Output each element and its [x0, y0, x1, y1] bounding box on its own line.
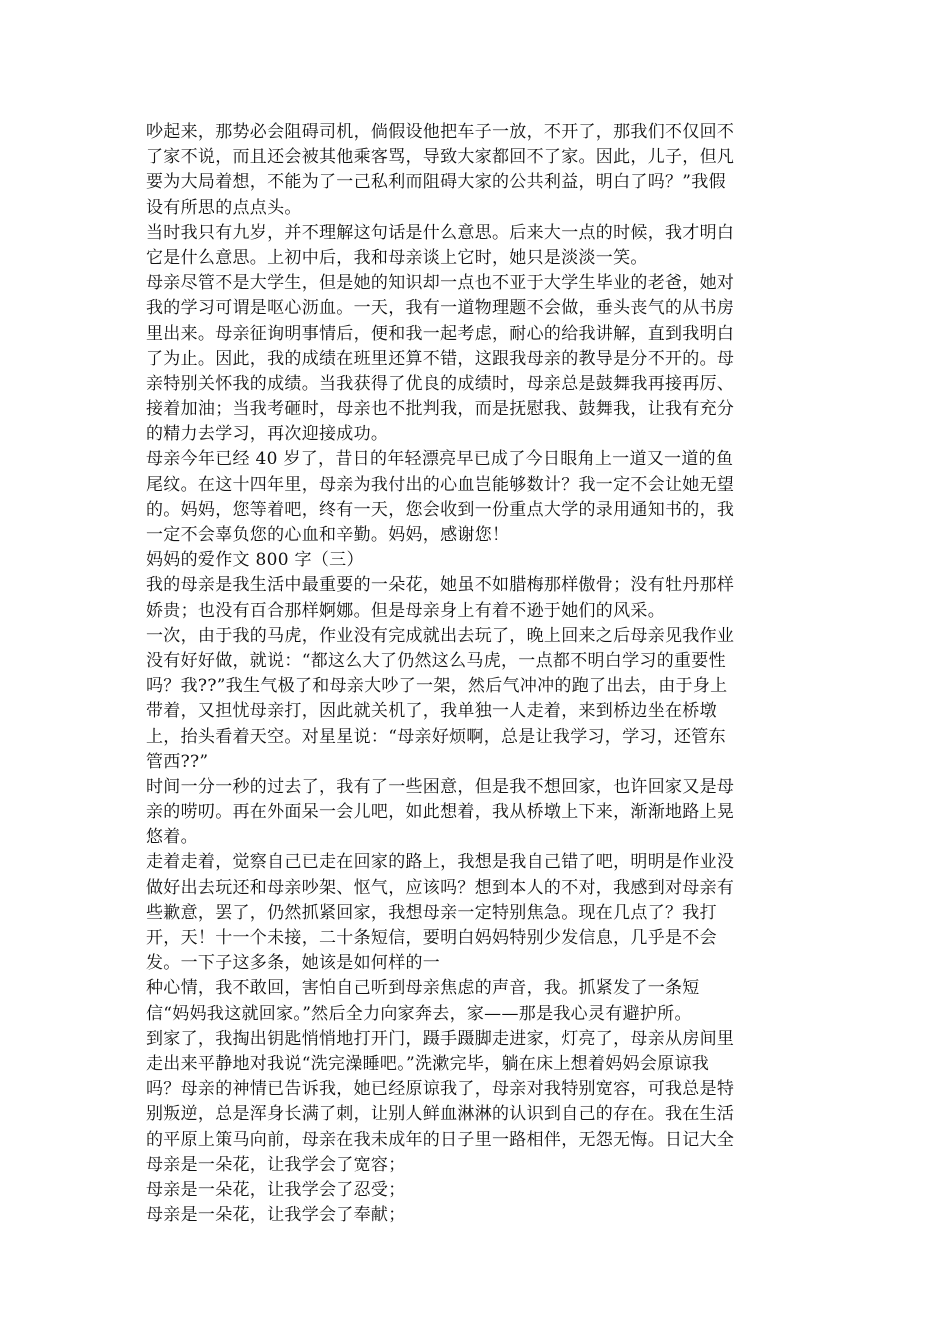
text-line: 没有好好做，就说：“都这么大了仍然这么马虎，一点都不明白学习的重要性 — [146, 650, 726, 671]
document-body — [146, 120, 806, 1228]
text-line: 种心情，我不敢回，害怕自己听到母亲焦虑的声音，我。抓紧发了一条短 — [146, 978, 700, 999]
text-line: 管西??” — [146, 751, 209, 772]
text-line: 尾纹。在这十四年里，母亲为我付出的心血岂能够数计？我一定不会让她无望 — [146, 474, 735, 495]
text-line: 吗？我??”我生气极了和母亲大吵了一架，然后气冲冲的跑了出去，由于身上 — [146, 676, 728, 697]
text-line: 的。妈妈，您等着吧，终有一天，您会收到一份重点大学的录用通知书的，我 — [146, 499, 735, 520]
text-line: 接着加油；当我考砸时，母亲也不批判我，而是抚慰我、鼓舞我，让我有充分 — [146, 399, 735, 420]
text-line: 母亲尽管不是大学生，但是她的知识却一点也不亚于大学生毕业的老爸，她对 — [146, 273, 735, 294]
section-heading: 妈妈的爱作文 800 字（三） — [146, 550, 364, 571]
text-line: 娇贵；也没有百合那样婀娜。但是母亲身上有着不逊于她们的风采。 — [146, 600, 665, 621]
text-line: 我的学习可谓是呕心沥血。一天，我有一道物理题不会做，垂头丧气的从书房 — [146, 298, 735, 319]
text-line: 我的母亲是我生活中最重要的一朵花，她虽不如腊梅那样傲骨；没有牡丹那样 — [146, 575, 735, 596]
text-line: 亲特别关怀我的成绩。当我获得了优良的成绩时，母亲总是鼓舞我再接再厉、 — [146, 373, 735, 394]
text-line: 上，抬头看着天空。对星星说：“母亲好烦啊，总是让我学习，学习，还管东 — [146, 726, 726, 747]
text-line: 母亲今年已经 40 岁了，昔日的年轻漂亮早已成了今日眼角上一道又一道的鱼 — [146, 449, 734, 470]
text-line: 开，天！十一个未接，二十条短信，要明白妈妈特别少发信息，几乎是不会 — [146, 928, 717, 948]
text-line: 悠着。 — [146, 827, 198, 848]
text-line: 的平原上策马向前，母亲在我未成年的日子里一路相伴，无怨无悔。日记大全 — [146, 1129, 735, 1150]
text-line: 吵起来，那势必会阻碍司机，倘假设他把车子一放，不开了，那我们不仅回不 — [146, 122, 735, 142]
text-line: 走着走着，觉察自己已走在回家的路上，我想是我自己错了吧，明明是作业没 — [146, 852, 735, 873]
text-line: 要为大局着想，不能为了一己私利而阻碍大家的公共利益，明白了吗？”我假 — [146, 172, 726, 193]
text-line: 吗？母亲的神情已告诉我，她已经原谅我了，母亲对我特别宽容，可我总是特 — [146, 1079, 735, 1100]
text-line: 母亲是一朵花，让我学会了宽容； — [146, 1154, 406, 1175]
text-line: 时间一分一秒的过去了，我有了一些困意，但是我不想回家，也许回家又是母 — [146, 776, 735, 797]
text-line: 一定不会辜负您的心血和辛勤。妈妈，感谢您！ — [146, 525, 510, 545]
text-line: 母亲是一朵花，让我学会了忍受； — [146, 1179, 406, 1200]
text-line: 些歉意，罢了，仍然抓紧回家，我想母亲一定特别焦急。现在几点了？我打 — [146, 902, 717, 923]
text-line: 了家不说，而且还会被其他乘客骂，导致大家都回不了家。因此，儿子，但凡 — [146, 147, 735, 168]
text-line: 的精力去学习，再次迎接成功。 — [146, 424, 389, 445]
text-line: 了为止。因此，我的成绩在班里还算不错，这跟我母亲的教导是分不开的。母 — [146, 348, 735, 369]
text-line: 设有所思的点点头。 — [146, 197, 302, 218]
text-line: 它是什么意思。上初中后，我和母亲谈上它时，她只是淡淡一笑。 — [146, 247, 648, 268]
text-line: 带着，又担忧母亲打，因此就关机了，我单独一人走着，来到桥边坐在桥墩 — [146, 701, 717, 722]
text-line: 里出来。母亲征询明事情后，便和我一起考虑，耐心的给我讲解，直到我明白 — [146, 323, 735, 344]
text-line: 亲的唠叨。再在外面呆一会儿吧，如此想着，我从桥墩上下来，渐渐地路上晃 — [146, 802, 735, 823]
text-line: 母亲是一朵花，让我学会了奉献； — [146, 1205, 406, 1226]
text-line: 当时我只有九岁，并不理解这句话是什么意思。后来大一点的时候，我才明白 — [146, 222, 735, 243]
text-line: 信“妈妈我这就回家。”然后全力向家奔去，家——那是我心灵有避护所。 — [146, 1003, 692, 1024]
text-line: 做好出去玩还和母亲吵架、怄气，应该吗？想到本人的不对，我感到对母亲有 — [146, 877, 735, 898]
text-line: 发。一下子这多条，她该是如何样的一 — [146, 953, 441, 974]
text-line: 别叛逆，总是浑身长满了刺，让别人鲜血淋淋的认识到自己的存在。我在生活 — [146, 1104, 735, 1125]
text-line: 一次，由于我的马虎，作业没有完成就出去玩了，晚上回来之后母亲见我作业 — [146, 625, 735, 646]
text-line: 到家了，我掏出钥匙悄悄地打开门，蹑手蹑脚走进家，灯亮了，母亲从房间里 — [146, 1028, 735, 1049]
text-line: 走出来平静地对我说“洗完澡睡吧。”洗漱完毕，躺在床上想着妈妈会原谅我 — [146, 1053, 710, 1074]
